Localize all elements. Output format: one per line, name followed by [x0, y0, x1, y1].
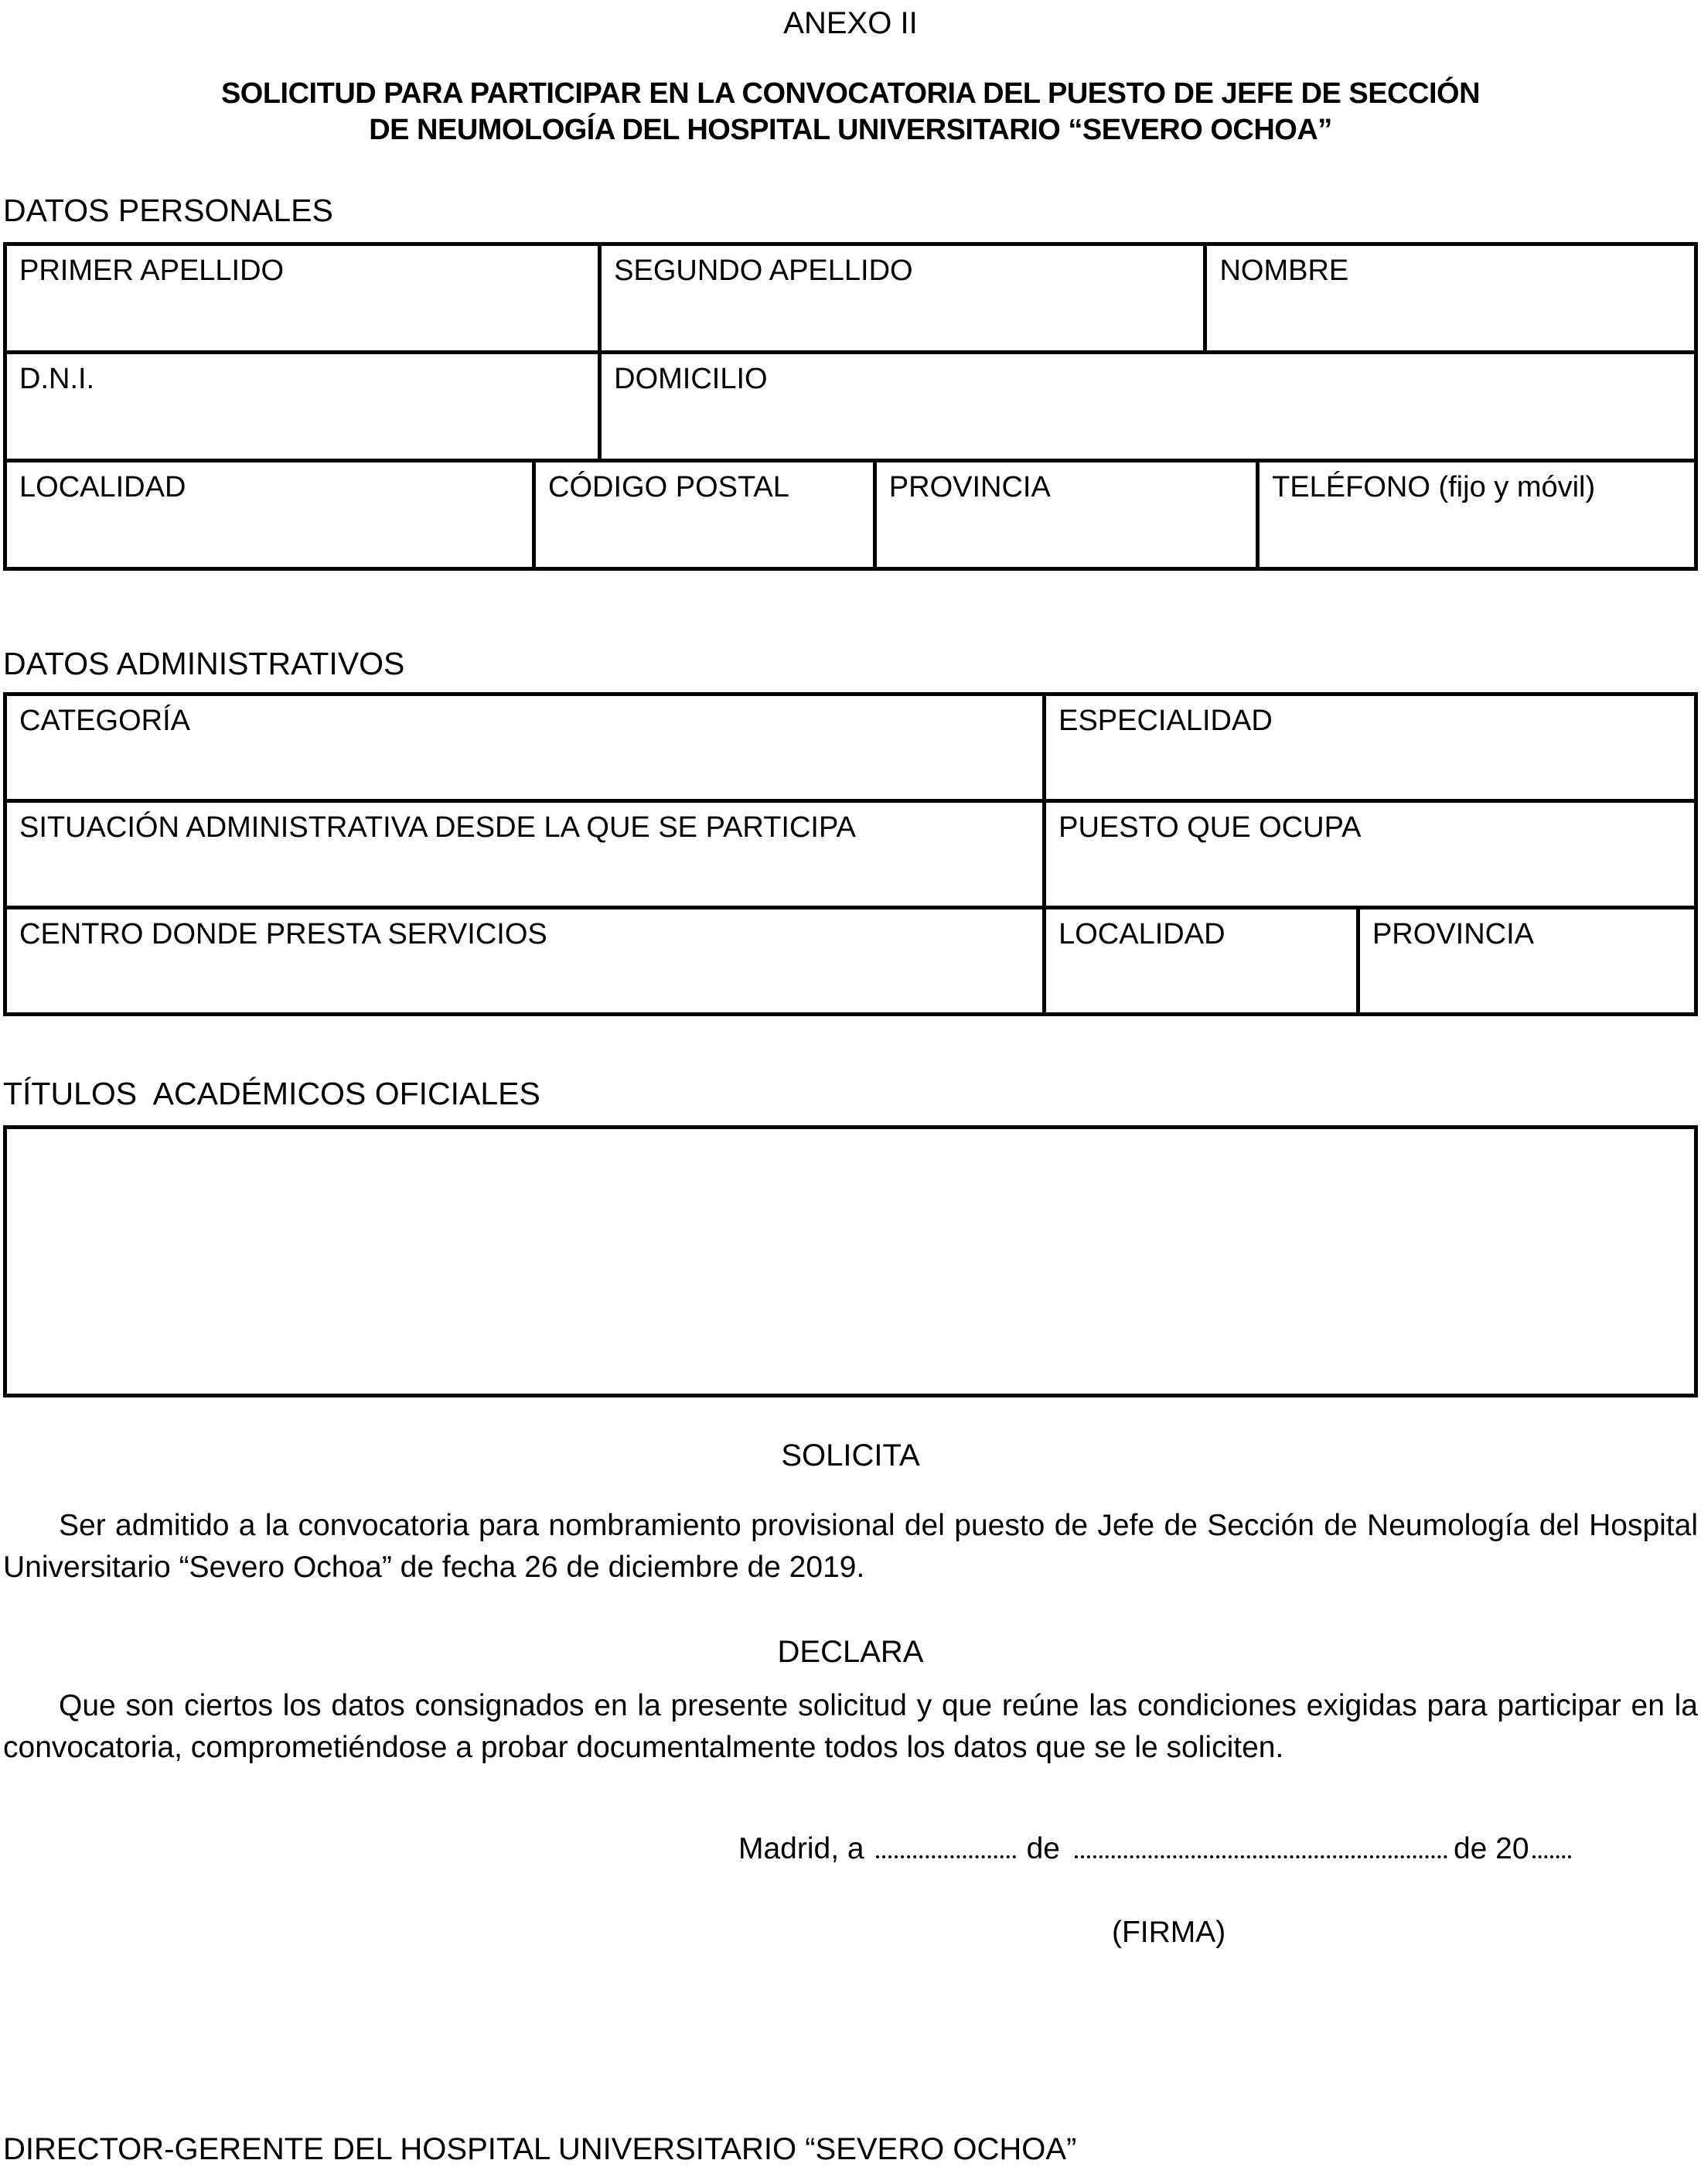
table-row — [7, 799, 1694, 906]
annex-heading: ANEXO II — [783, 6, 918, 40]
table-row — [7, 696, 1694, 799]
document-title — [3, 76, 1698, 148]
field-provincia: PROVINCIA — [877, 462, 1260, 567]
field-provincia-admin: PROVINCIA — [1372, 918, 1534, 950]
declara-paragraph-line1: Que son ciertos los datos consignados en la presente solicitud y que reúne las condiciones exigidas para participar en la — [59, 1689, 1698, 1722]
field-puesto-que-ocupa: PUESTO QUE OCUPA — [1058, 811, 1362, 844]
declara-paragraph — [3, 1685, 1698, 1769]
field-domicilio: DOMICILIO — [614, 363, 768, 395]
solicita-paragraph-line2: Universitario “Severo Ochoa” de fecha 26 de diciembre de 2019. — [3, 1551, 865, 1584]
table-row — [7, 906, 1694, 1012]
field-telefono: TELÉFONO (fijo y móvil) — [1272, 471, 1596, 503]
date-de1: de — [1026, 1832, 1060, 1865]
field-localidad: LOCALIDAD — [7, 462, 536, 567]
solicita-paragraph-line1: Ser admitido a la convocatoria para nombramiento provisional del puesto de Jefe de Sección de Neumología del Hospital — [59, 1509, 1698, 1542]
document-title-line1: SOLICITUD PARA PARTICIPAR EN LA CONVOCATORIA DEL PUESTO DE JEFE DE SECCIÓN — [220, 77, 1481, 110]
date-city-prefix: Madrid, a — [738, 1832, 864, 1865]
field-nombre: NOMBRE — [1219, 254, 1349, 287]
field-codigo-postal: CÓDIGO POSTAL — [536, 462, 877, 567]
solicita-paragraph — [3, 1505, 1698, 1589]
field-segundo-apellido: SEGUNDO APELLIDO — [602, 246, 1207, 350]
date-line — [738, 1831, 1571, 1867]
date-day-blank — [876, 1832, 1016, 1858]
field-primer-apellido: PRIMER APELLIDO — [7, 246, 602, 350]
titulos-academicos-empty-box — [3, 1125, 1698, 1397]
solicita-heading: SOLICITA — [781, 1438, 920, 1472]
table-datos-administrativos — [3, 692, 1698, 1016]
date-month-blank — [1075, 1832, 1447, 1858]
field-centro-servicios: CENTRO DONDE PRESTA SERVICIOS — [7, 909, 1046, 1012]
section-label-datos-administrativos: DATOS ADMINISTRATIVOS — [3, 646, 405, 681]
field-dni: D.N.I. — [7, 354, 602, 459]
table-row — [7, 246, 1694, 350]
addressee-line: DIRECTOR-GERENTE DEL HOSPITAL UNIVERSITARIO “SEVERO OCHOA” — [3, 2132, 1077, 2166]
field-categoria: CATEGORÍA — [7, 696, 1046, 799]
field-situacion-administrativa: SITUACIÓN ADMINISTRATIVA DESDE LA QUE SE PARTICIPA — [7, 803, 1046, 906]
table-row — [7, 459, 1694, 567]
document-title-line2: DE NEUMOLOGÍA DEL HOSPITAL UNIVERSITARIO “SEVERO OCHOA” — [369, 114, 1332, 146]
section-label-titulos-academicos: TÍTULOS ACADÉMICOS OFICIALES — [3, 1076, 540, 1111]
table-datos-personales — [3, 242, 1698, 571]
declara-heading: DECLARA — [777, 1635, 924, 1669]
field-localidad-admin: LOCALIDAD — [1046, 909, 1360, 1012]
table-row — [7, 350, 1694, 459]
date-year-blank — [1532, 1832, 1571, 1858]
section-label-datos-personales: DATOS PERSONALES — [3, 193, 333, 228]
date-de2: de 20 — [1453, 1832, 1529, 1865]
declara-paragraph-line2: convocatoria, comprometiéndose a probar documentalmente todos los datos que se le soliciten. — [3, 1731, 1284, 1764]
signature-label: (FIRMA) — [1112, 1916, 1226, 1949]
field-especialidad: ESPECIALIDAD — [1058, 705, 1273, 737]
